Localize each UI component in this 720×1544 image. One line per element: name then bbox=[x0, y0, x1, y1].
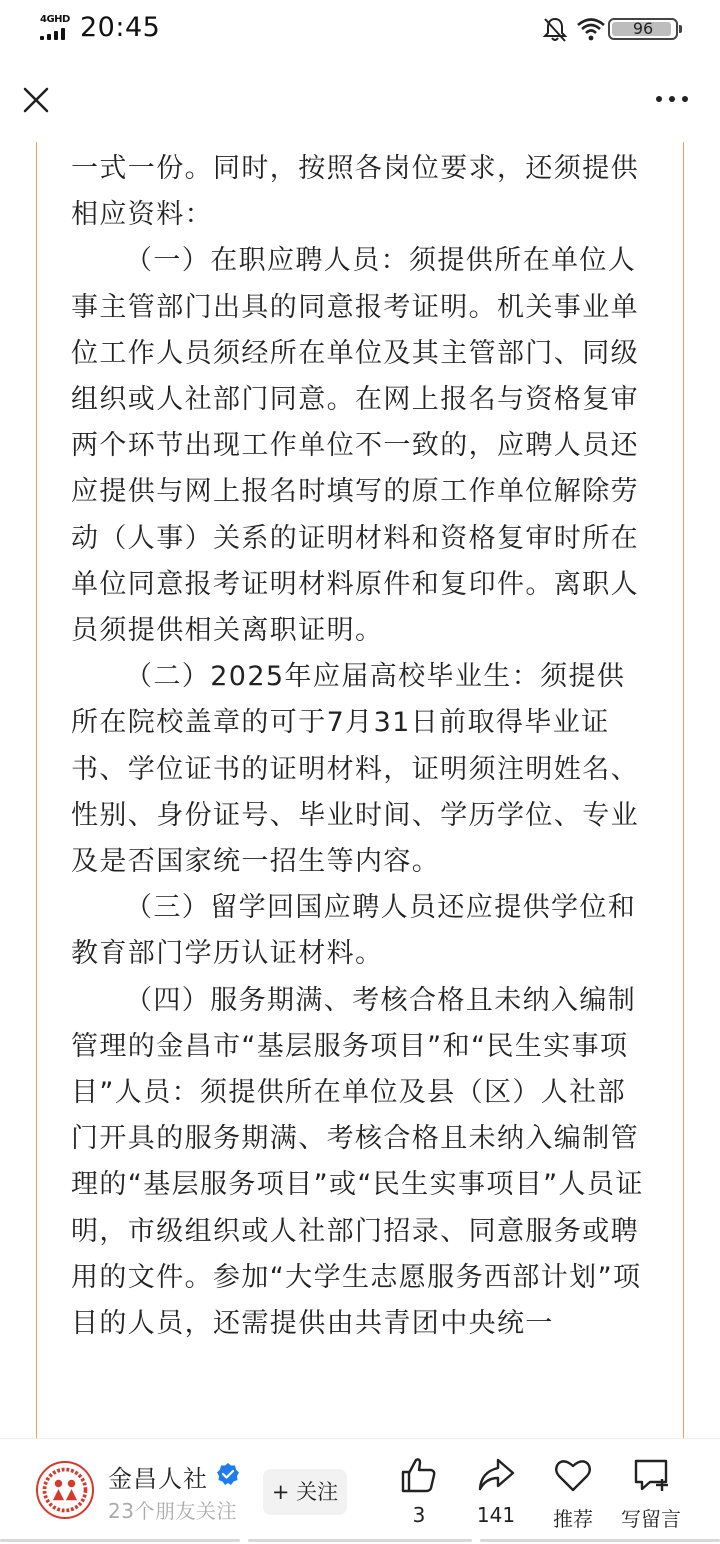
account-avatar[interactable] bbox=[36, 1461, 94, 1519]
article-body bbox=[71, 146, 651, 1347]
article-paragraph: （一）在职应聘人员：须提供所在单位人事主管部门出具的同意报考证明。机关事业单位工作人员须经所在单位及其主管部门、同级组织或人社部门同意。在网上报名与资格复审两个环节出现工作单位不一致的，应聘人员还应提供与网上报名时填写的原工作单位解除劳动（人事）关系的证明材料和资格复审时所在单位同意报考证明材料原件和复印件。离职人员须提供相关离职证明。 bbox=[71, 245, 639, 647]
signal-indicator bbox=[40, 14, 74, 40]
bottom-bar bbox=[0, 1438, 720, 1544]
thumbs-up-icon bbox=[399, 1455, 439, 1495]
clock: 20:45 bbox=[80, 12, 161, 43]
article-paragraph: 一式一份。同时，按照各岗位要求，还须提供相应资料： bbox=[71, 153, 639, 231]
status-bar bbox=[0, 0, 720, 60]
article-content bbox=[36, 142, 684, 1438]
comment-button[interactable] bbox=[606, 1455, 696, 1535]
more-icon[interactable] bbox=[654, 86, 690, 112]
account-name-row[interactable] bbox=[108, 1459, 208, 1495]
verified-icon bbox=[216, 1462, 240, 1486]
close-icon[interactable] bbox=[18, 82, 54, 118]
article-paragraph: （二）2025年应届高校毕业生：须提供所在院校盖章的可于7月31日前取得毕业证书、学位证书的证明材料，证明须注明姓名、性别、身份证号、毕业时间、学历学位、专业及是否国家统一招生等内容。 bbox=[71, 661, 639, 878]
network-type: 4GHD bbox=[40, 14, 70, 25]
article-paragraph: （三）留学回国应聘人员还应提供学位和教育部门学历认证材料。 bbox=[71, 892, 637, 970]
battery-percent: 96 bbox=[632, 19, 654, 38]
battery-icon bbox=[608, 18, 678, 40]
share-count: 141 bbox=[476, 1503, 516, 1527]
home-indicator bbox=[0, 1539, 720, 1542]
followers-count: 23个朋友关注 bbox=[108, 1499, 237, 1523]
account-logo-icon bbox=[38, 1463, 92, 1517]
bell-muted-icon bbox=[540, 14, 570, 44]
article-paragraph: （四）服务期满、考核合格且未纳入编制管理的金昌市“基层服务项目”和“民生实事项目”人员：须提供所在单位及县（区）人社部门开具的服务期满、考核合格且未纳入编制管理的“基层服务项目”或“民生实事项目”人员证明，市级组织或人社部门招录、同意服务或聘用的文件。参加“大学生志愿服务西部计划”项目的人员，还需提供由共青团中央统一 bbox=[71, 984, 644, 1340]
recommend-button[interactable] bbox=[528, 1455, 618, 1535]
comment-icon bbox=[631, 1455, 671, 1495]
nav-bar bbox=[0, 60, 720, 140]
share-icon bbox=[476, 1455, 516, 1495]
comment-label: 写留言 bbox=[621, 1507, 681, 1531]
wifi-icon bbox=[576, 16, 606, 42]
heart-icon bbox=[553, 1455, 593, 1495]
like-count: 3 bbox=[412, 1503, 426, 1527]
signal-bars-icon bbox=[40, 28, 72, 40]
follow-button[interactable]: + 关注 bbox=[263, 1469, 347, 1515]
recommend-label: 推荐 bbox=[553, 1507, 593, 1531]
account-name[interactable]: 金昌人社 bbox=[108, 1465, 208, 1493]
